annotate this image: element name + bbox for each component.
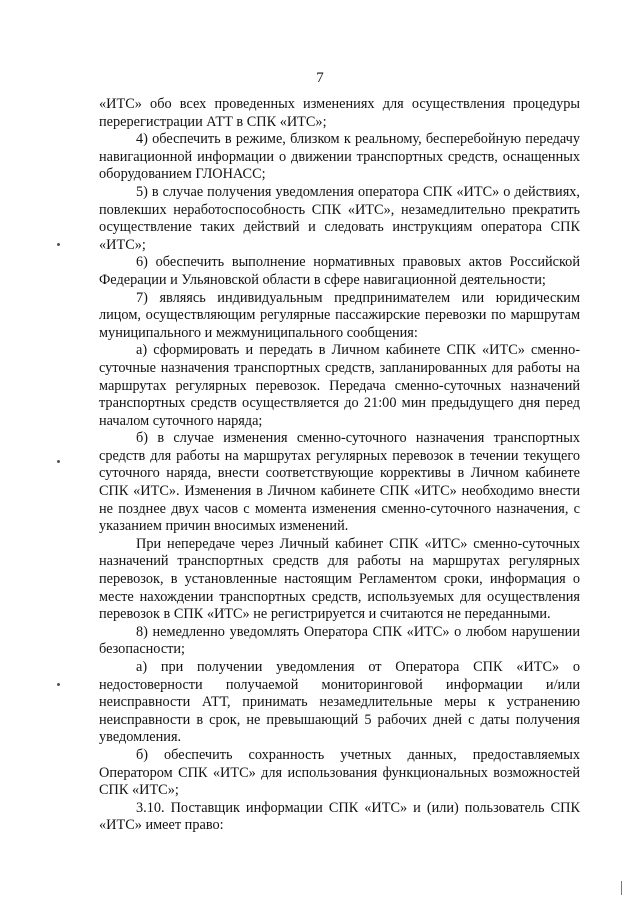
margin-speck <box>57 683 60 686</box>
paragraph-item-5: 5) в случае получения уведомления оператора СПК «ИТС» о действиях, повлекших неработоспособность СПК «ИТС», незамедлительно прекратить осуществление таких действий и следовать инструкциям оператора СПК «ИТС»; <box>99 183 580 253</box>
paragraph-item-7: 7) являясь индивидуальным предпринимателем или юридическим лицом, осуществляющим регулярные пассажирские перевозки по маршрутам муниципального и межмуниципального сообщения: <box>99 289 580 341</box>
paragraph-item-7b: б) в случае изменения сменно-суточного назначения транспортных средств для работы на маршрутах регулярных перевозок в течении текущего суточного наряда, внести соответствующие коррективы в Личном кабинете СПК «ИТС». Изменения в Личном кабинете СПК «ИТС» необходимо внести не позднее двух часов с момента изменения сменно-суточного назначения, с указанием причин вносимых изменений. <box>99 430 580 535</box>
paragraph-item-6: 6) обеспечить выполнение нормативных правовых актов Российской Федерации и Ульяновской области в сфере навигационной деятельности; <box>99 254 580 288</box>
margin-speck <box>57 243 60 246</box>
paragraph-section-3-10: 3.10. Поставщик информации СПК «ИТС» и (или) пользователь СПК «ИТС» имеет право: <box>99 799 580 834</box>
edge-mark <box>621 881 622 895</box>
paragraph-its-notification: «ИТС» обо всех проведенных изменениях для осуществления процедуры перерегистрации АТТ в СПК «ИТС»; <box>99 96 580 130</box>
page-number: 7 <box>316 70 324 86</box>
paragraph-item-8: 8) немедленно уведомлять Оператора СПК «ИТС» о любом нарушении безопасности; <box>99 623 580 658</box>
margin-speck <box>57 460 60 463</box>
document-body <box>99 96 580 835</box>
paragraph-item-8b: б) обеспечить сохранность учетных данных, предоставляемых Оператором СПК «ИТС» для использования функциональных возможностей СПК «ИТС»; <box>99 746 580 799</box>
paragraph-item-7a: а) сформировать и передать в Личном кабинете СПК «ИТС» сменно-суточные назначения транспортных средств, запланированных для работы на маршрутах регулярных перевозок. Передача сменно-суточных назначений транспортных средств осуществляется до 21:00 мин предыдущего дня перед началом суточного наряда; <box>99 342 580 429</box>
paragraph-nontransmission: При непередаче через Личный кабинет СПК «ИТС» сменно-суточных назначений транспортных средств для работы на маршрутах регулярных перевозок, в установленные настоящим Регламентом сроки, информация о месте нахождении транспортных средств, используемых для осуществления перевозок в СПК «ИТС» не регистрируется и считаются не переданными. <box>99 535 580 623</box>
paragraph-item-8a: а) при получении уведомления от Оператора СПК «ИТС» о недостоверности получаемой мониторинговой информации и/или неисправности АТТ, принимать незамедлительные меры к устранению неисправности в срок, не превышающий 5 рабочих дней с даты получения уведомления. <box>99 659 580 746</box>
paragraph-item-4: 4) обеспечить в режиме, близком к реальному, бесперебойную передачу навигационной информации о движении транспортных средств, оснащенных оборудованием ГЛОНАСС; <box>99 131 580 183</box>
